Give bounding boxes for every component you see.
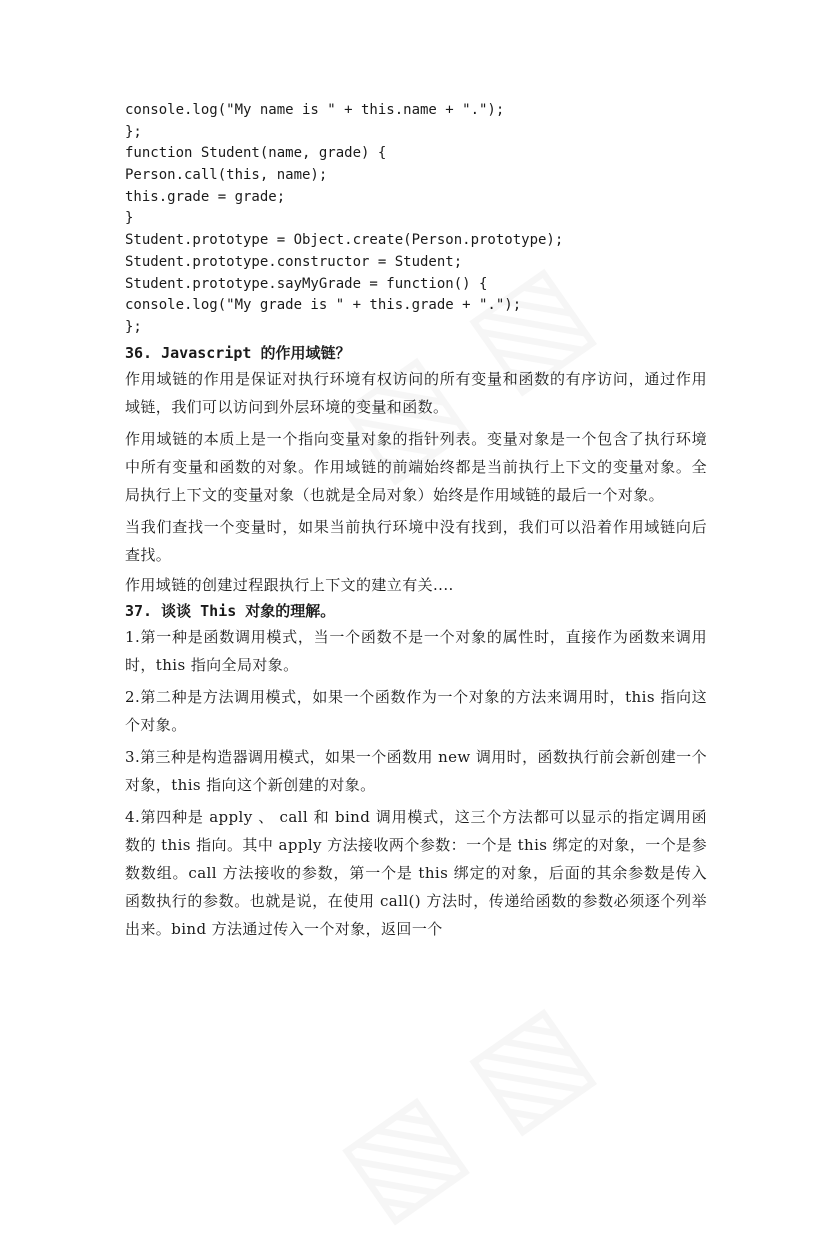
section-36-paragraph: 当我们查找一个变量时，如果当前执行环境中没有找到，我们可以沿着作用域链向后查找。 xyxy=(125,517,707,564)
code-block xyxy=(125,100,707,339)
document-content xyxy=(125,100,707,947)
code-line: Student.prototype.constructor = Student; xyxy=(125,253,463,270)
code-line: function Student(name, grade) { xyxy=(125,145,387,162)
code-line: } xyxy=(125,210,134,227)
section-37-paragraph: 1.第一种是函数调用模式，当一个函数不是一个对象的属性时，直接作为函数来调用时，this 指向全局对象。 xyxy=(125,627,707,674)
code-line: Student.prototype = Object.create(Person.prototype); xyxy=(125,232,564,249)
section-36-paragraph: 作用域链的本质上是一个指向变量对象的指针列表。变量对象是一个包含了执行环境中所有变量和函数的对象。作用域链的前端始终都是当前执行上下文的变量对象。全局执行上下文的变量对象（也就是全局对象）始终是作用域链的最后一个对象。 xyxy=(125,429,707,504)
section-37-paragraph: 3.第三种是构造器调用模式，如果一个函数用 new 调用时，函数执行前会新创建一个对象，this 指向这个新创建的对象。 xyxy=(125,747,707,794)
code-line: }; xyxy=(125,318,142,335)
code-line: Person.call(this, name); xyxy=(125,167,328,184)
section-36-paragraph: 作用域链的作用是保证对执行环境有权访问的所有变量和函数的有序访问，通过作用域链，我们可以访问到外层环境的变量和函数。 xyxy=(125,369,707,416)
section-37-heading: 37. 谈谈 This 对象的理解。 xyxy=(125,601,336,620)
section-36-heading: 36. Javascript 的作用域链？ xyxy=(125,343,351,362)
code-line: this.grade = grade; xyxy=(125,188,286,205)
section-37-paragraph: 4.第四种是 apply 、 call 和 bind 调用模式，这三个方法都可以显示的指定调用函数的 this 指向。其中 apply 方法接收两个参数：一个是 this 绑定的对象，一个是参数数组。call 方法接收的参数，第一个是 this 绑定的对象，后面的其余参数是传入函数执行的参数。也就是说，在使用 call() 方法时，传递给函数的参数必须逐个列举出来。bind 方法通过传入一个对象，返回一个 xyxy=(125,807,707,938)
code-line: Student.prototype.sayMyGrade = function() { xyxy=(125,275,488,292)
code-line: }; xyxy=(125,123,142,140)
watermark-bottom xyxy=(314,976,614,1243)
code-line: console.log("My name is " + this.name + "."); xyxy=(125,102,505,118)
section-37-paragraph: 2.第二种是方法调用模式，如果一个函数作为一个对象的方法来调用时，this 指向这个对象。 xyxy=(125,687,707,734)
section-36-paragraph: 作用域链的创建过程跟执行上下文的建立有关.... xyxy=(125,575,454,594)
code-line: console.log("My grade is " + this.grade + "."); xyxy=(125,297,522,314)
